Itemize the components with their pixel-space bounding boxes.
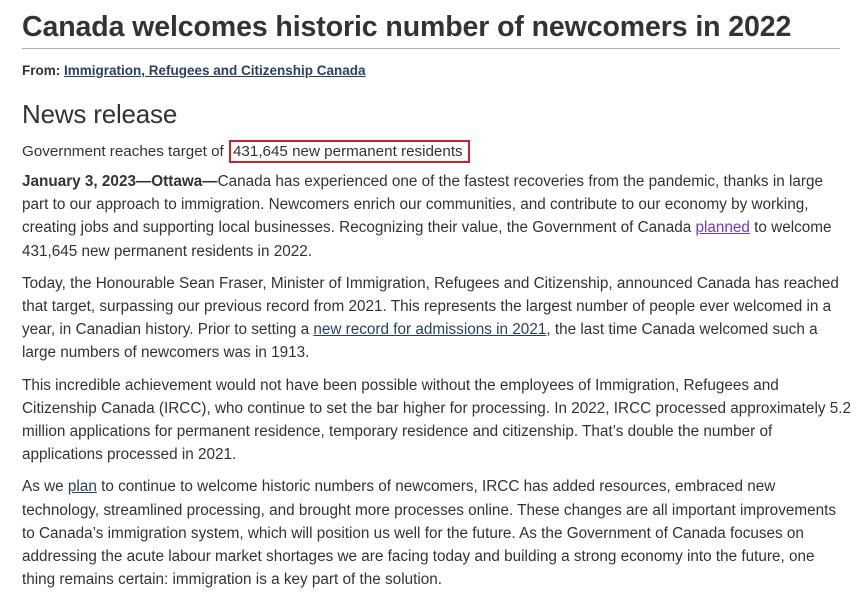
paragraph-line: to Canada’s immigration system, which will position us well for the future. As the Government of Canada focuses on xyxy=(22,524,804,542)
paragraph-line: million applications for permanent residence, temporary residence and citizenship. That’s double the number of xyxy=(22,423,773,441)
paragraph-line: addressing the acute labour market shortages we are facing today and building a strong economy into the future, one xyxy=(22,548,815,566)
paragraph-line: Citizenship Canada (IRCC), who continue to set the bar higher for processing. In 2022, IRCC processed approximately 5.2 xyxy=(22,399,852,417)
highlighted-figure: 431,645 new permanent residents xyxy=(229,140,470,163)
plan-link[interactable]: plan xyxy=(67,478,97,496)
paragraph-line: applications processed in 2021. xyxy=(22,446,237,464)
from-line xyxy=(22,62,840,80)
paragraph-line xyxy=(22,475,840,498)
paragraph-line: technology, streamlined processing, and brought more processes online. These changes are all important improvements xyxy=(22,501,837,519)
article xyxy=(22,0,852,591)
paragraph-line xyxy=(22,216,840,239)
paragraph-text: to continue to welcome historic numbers of newcomers, IRCC has added resources, embraced new xyxy=(96,478,776,496)
title-divider xyxy=(22,48,840,49)
paragraph-line xyxy=(22,170,840,193)
paragraph-1 xyxy=(22,170,840,263)
dateline: January 3, 2023—Ottawa— xyxy=(22,173,218,190)
from-label: From: xyxy=(22,63,64,78)
paragraph-text: Canada has experienced one of the fastest recoveries from the pandemic, thanks in large xyxy=(217,173,823,190)
paragraph-4 xyxy=(22,475,840,591)
paragraph-3 xyxy=(22,374,852,467)
planned-link[interactable]: planned xyxy=(695,219,750,237)
paragraph-text: creating jobs and supporting local businesses. Recognizing their value, the Government of Canada xyxy=(22,219,696,237)
paragraph-text: to welcome xyxy=(749,219,832,237)
department-link[interactable]: Immigration, Refugees and Citizenship Canada xyxy=(64,63,366,78)
page-title: Canada welcomes historic number of newcomers in 2022 xyxy=(22,11,792,43)
paragraph-line xyxy=(22,318,840,341)
paragraph-text: year, in Canadian history. Prior to setting a xyxy=(22,321,314,339)
paragraph-line: This incredible achievement would not have been possible without the employees of Immigration, Refugees and xyxy=(22,376,779,394)
paragraph-line: 431,645 new permanent residents in 2022. xyxy=(22,242,312,260)
paragraph-line: Today, the Honourable Sean Fraser, Minister of Immigration, Refugees and Citizenship, announced Canada has reached xyxy=(22,274,839,292)
paragraph-text: , the last time Canada welcomed such a xyxy=(546,321,818,339)
paragraph-line: thing remains certain: immigration is a key part of the solution. xyxy=(22,571,443,589)
lede xyxy=(22,140,840,163)
paragraph-2 xyxy=(22,272,840,365)
new-record-link[interactable]: new record for admissions in 2021 xyxy=(313,321,547,339)
paragraph-text: As we xyxy=(22,478,68,496)
paragraph-line: large numbers of newcomers was in 1913. xyxy=(22,344,310,362)
paragraph-line: that target, surpassing our previous record from 2021. This represents the largest number of people ever welcomed in a xyxy=(22,298,832,316)
section-heading: News release xyxy=(22,99,178,129)
lede-prefix: Government reaches target of xyxy=(22,143,228,160)
paragraph-line: part to our approach to immigration. Newcomers enrich our communities, and contribute to our economy by working, xyxy=(22,196,809,214)
